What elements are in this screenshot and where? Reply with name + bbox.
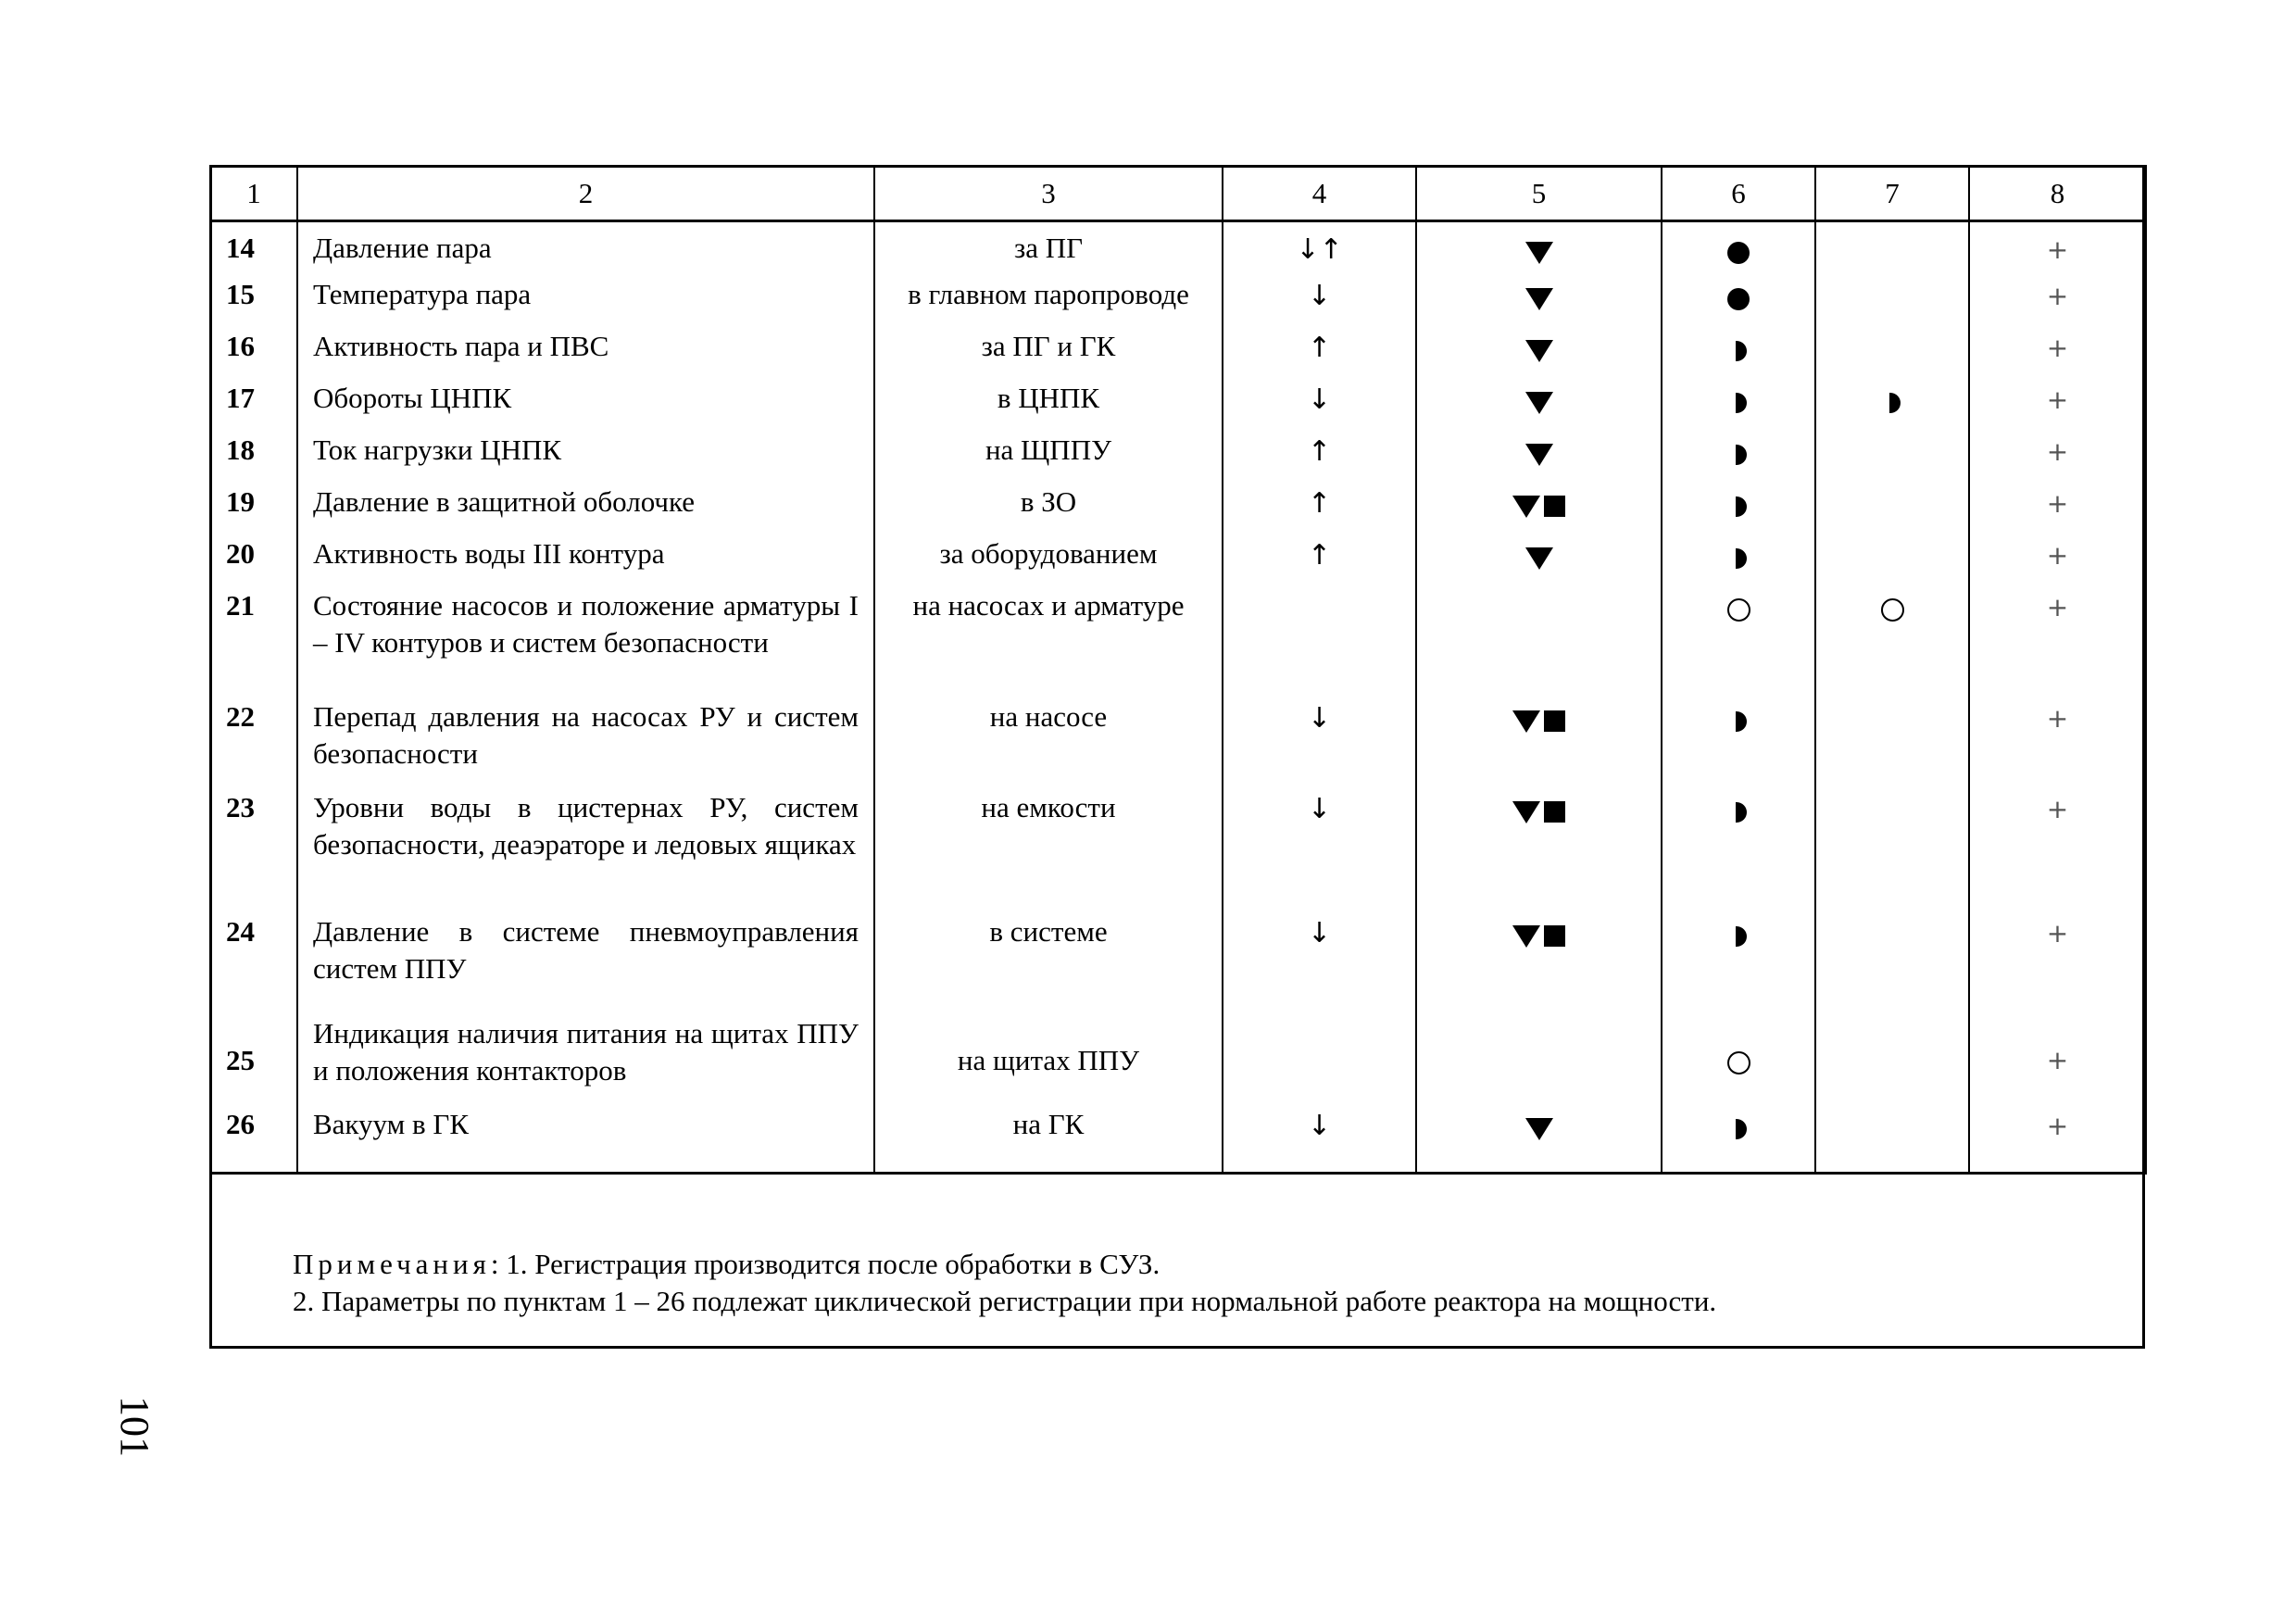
hollow-circle-icon <box>1881 598 1904 622</box>
parameter-name: Индикация наличия питания на щитах ППУ и положения контакторов <box>297 1015 874 1106</box>
row-number: 26 <box>210 1106 297 1174</box>
indication-cell-2 <box>1815 328 1969 380</box>
triangle-down-icon <box>1525 242 1553 264</box>
page-number: 101 <box>112 1396 157 1457</box>
row-number: 20 <box>210 535 297 587</box>
indication-cell <box>1662 221 1815 277</box>
trend-arrow-icon: ↑ <box>1223 535 1416 587</box>
measurement-place: на насосе <box>874 698 1223 789</box>
trend-arrow-icon <box>1223 587 1416 698</box>
registration-mark: + <box>1969 276 2146 328</box>
parameter-name: Обороты ЦНПК <box>297 380 874 432</box>
row-number: 25 <box>210 1015 297 1106</box>
row-number: 23 <box>210 789 297 913</box>
table-row <box>210 484 2146 535</box>
column-header: 1 <box>210 167 297 221</box>
indication-cell <box>1662 380 1815 432</box>
half-circle-icon <box>1736 393 1747 413</box>
indication-cell <box>1662 432 1815 484</box>
square-icon <box>1544 496 1565 517</box>
parameter-name: Ток нагрузки ЦНПК <box>297 432 874 484</box>
trend-arrow-icon: ↓ <box>1223 789 1416 913</box>
measurement-place: в ЗО <box>874 484 1223 535</box>
half-circle-icon <box>1736 1119 1747 1139</box>
notes <box>293 1246 2127 1320</box>
table-row <box>210 789 2146 913</box>
registration-mark: + <box>1969 432 2146 484</box>
table-row <box>210 1106 2146 1174</box>
parameter-name: Активность воды III контура <box>297 535 874 587</box>
table-row <box>210 328 2146 380</box>
trend-arrow-icon: ↓ <box>1223 380 1416 432</box>
signal-type-cell <box>1416 587 1662 698</box>
row-number: 19 <box>210 484 297 535</box>
registration-mark: + <box>1969 484 2146 535</box>
parameter-name: Давление в защитной оболочке <box>297 484 874 535</box>
registration-mark: + <box>1969 328 2146 380</box>
signal-type-cell <box>1416 1015 1662 1106</box>
parameter-name: Давление в системе пневмоуправления систем ППУ <box>297 913 874 1015</box>
indication-cell-2 <box>1815 535 1969 587</box>
trend-arrow-icon: ↓↑ <box>1223 221 1416 277</box>
registration-mark: + <box>1969 913 2146 1015</box>
measurement-place: на емкости <box>874 789 1223 913</box>
trend-arrow-icon: ↑ <box>1223 432 1416 484</box>
indication-cell <box>1662 276 1815 328</box>
measurement-place: в ЦНПК <box>874 380 1223 432</box>
indication-cell <box>1662 484 1815 535</box>
square-icon <box>1544 925 1565 947</box>
signal-type-cell <box>1416 432 1662 484</box>
signal-type-cell <box>1416 484 1662 535</box>
measurement-place: в системе <box>874 913 1223 1015</box>
table-row <box>210 276 2146 328</box>
column-header: 8 <box>1969 167 2146 221</box>
half-circle-icon <box>1736 926 1747 947</box>
measurement-place: на щитах ППУ <box>874 1015 1223 1106</box>
square-icon <box>1544 801 1565 823</box>
row-number: 24 <box>210 913 297 1015</box>
indication-cell-2 <box>1815 380 1969 432</box>
row-number: 21 <box>210 587 297 698</box>
signal-type-cell <box>1416 1106 1662 1174</box>
notes-line-1: Примечания: 1. Регистрация производится после обработки в СУЗ. <box>293 1248 1161 1280</box>
parameter-name: Активность пара и ПВС <box>297 328 874 380</box>
column-header: 5 <box>1416 167 1662 221</box>
signal-type-cell <box>1416 913 1662 1015</box>
filled-circle-icon <box>1727 242 1750 264</box>
signal-type-cell <box>1416 276 1662 328</box>
hollow-circle-icon <box>1727 598 1750 622</box>
trend-arrow-icon: ↑ <box>1223 484 1416 535</box>
registration-mark: + <box>1969 380 2146 432</box>
indication-cell <box>1662 1015 1815 1106</box>
indication-cell <box>1662 913 1815 1015</box>
half-circle-icon <box>1736 445 1747 465</box>
column-header: 2 <box>297 167 874 221</box>
signal-type-cell <box>1416 221 1662 277</box>
table-row <box>210 587 2146 698</box>
row-number: 22 <box>210 698 297 789</box>
signal-type-cell <box>1416 535 1662 587</box>
half-circle-icon <box>1736 802 1747 823</box>
trend-arrow-icon: ↑ <box>1223 328 1416 380</box>
filled-circle-icon <box>1727 288 1750 310</box>
registration-mark: + <box>1969 221 2146 277</box>
triangle-down-icon <box>1525 444 1553 466</box>
triangle-down-icon <box>1512 925 1540 948</box>
measurement-place: на ЩППУ <box>874 432 1223 484</box>
registration-mark: + <box>1969 698 2146 789</box>
signal-type-cell <box>1416 698 1662 789</box>
indication-cell <box>1662 789 1815 913</box>
indication-cell-2 <box>1815 276 1969 328</box>
indication-cell <box>1662 535 1815 587</box>
half-circle-icon <box>1889 393 1901 413</box>
parameter-name: Температура пара <box>297 276 874 328</box>
column-header: 6 <box>1662 167 1815 221</box>
parameter-name: Давление пара <box>297 221 874 277</box>
trend-arrow-icon: ↓ <box>1223 276 1416 328</box>
parameters-table <box>209 165 2147 1175</box>
parameter-name: Уровни воды в цистернах РУ, систем безопасности, деаэраторе и ледовых ящиках <box>297 789 874 913</box>
triangle-down-icon <box>1512 496 1540 518</box>
measurement-place: за ПГ <box>874 221 1223 277</box>
triangle-down-icon <box>1525 547 1553 570</box>
hollow-circle-icon <box>1727 1051 1750 1074</box>
indication-cell-2 <box>1815 1106 1969 1174</box>
table-row <box>210 535 2146 587</box>
column-header: 7 <box>1815 167 1969 221</box>
parameter-name: Перепад давления на насосах РУ и систем безопасности <box>297 698 874 789</box>
indication-cell-2 <box>1815 587 1969 698</box>
indication-cell <box>1662 698 1815 789</box>
triangle-down-icon <box>1525 1118 1553 1140</box>
registration-mark: + <box>1969 1015 2146 1106</box>
table-row <box>210 432 2146 484</box>
table-row <box>210 380 2146 432</box>
table-row <box>210 221 2146 277</box>
triangle-down-icon <box>1512 801 1540 823</box>
row-number: 14 <box>210 221 297 277</box>
notes-text-1: 1. Регистрация производится после обработки в СУЗ. <box>506 1248 1161 1280</box>
half-circle-icon <box>1736 711 1747 732</box>
row-number: 18 <box>210 432 297 484</box>
column-header: 4 <box>1223 167 1416 221</box>
triangle-down-icon <box>1512 710 1540 733</box>
parameter-name: Вакуум в ГК <box>297 1106 874 1174</box>
notes-line-2: 2. Параметры по пунктам 1 – 26 подлежат циклической регистрации при нормальной работе реактора на мощности. <box>293 1285 1717 1317</box>
row-number: 16 <box>210 328 297 380</box>
row-number: 17 <box>210 380 297 432</box>
row-number: 15 <box>210 276 297 328</box>
registration-mark: + <box>1969 587 2146 698</box>
signal-type-cell <box>1416 328 1662 380</box>
half-circle-icon <box>1736 496 1747 517</box>
indication-cell-2 <box>1815 913 1969 1015</box>
measurement-place: на насосах и арматуре <box>874 587 1223 698</box>
trend-arrow-icon <box>1223 1015 1416 1106</box>
indication-cell <box>1662 587 1815 698</box>
table-row <box>210 698 2146 789</box>
trend-arrow-icon: ↓ <box>1223 913 1416 1015</box>
column-header: 3 <box>874 167 1223 221</box>
indication-cell-2 <box>1815 484 1969 535</box>
signal-type-cell <box>1416 789 1662 913</box>
table-row <box>210 1015 2146 1106</box>
indication-cell-2 <box>1815 1015 1969 1106</box>
triangle-down-icon <box>1525 340 1553 362</box>
registration-mark: + <box>1969 789 2146 913</box>
indication-cell-2 <box>1815 698 1969 789</box>
measurement-place: в главном паропроводе <box>874 276 1223 328</box>
indication-cell-2 <box>1815 789 1969 913</box>
table-row <box>210 913 2146 1015</box>
indication-cell <box>1662 1106 1815 1174</box>
half-circle-icon <box>1736 341 1747 361</box>
trend-arrow-icon: ↓ <box>1223 698 1416 789</box>
measurement-place: на ГК <box>874 1106 1223 1174</box>
signal-type-cell <box>1416 380 1662 432</box>
registration-mark: + <box>1969 535 2146 587</box>
table-header-row <box>210 167 2146 221</box>
square-icon <box>1544 710 1565 732</box>
indication-cell <box>1662 328 1815 380</box>
trend-arrow-icon: ↓ <box>1223 1106 1416 1174</box>
parameter-name: Состояние насосов и положение арматуры I – IV контуров и систем безопасности <box>297 587 874 698</box>
measurement-place: за оборудованием <box>874 535 1223 587</box>
notes-label: Примечания <box>293 1248 491 1280</box>
triangle-down-icon <box>1525 288 1553 310</box>
half-circle-icon <box>1736 548 1747 569</box>
triangle-down-icon <box>1525 392 1553 414</box>
registration-mark: + <box>1969 1106 2146 1174</box>
measurement-place: за ПГ и ГК <box>874 328 1223 380</box>
indication-cell-2 <box>1815 432 1969 484</box>
indication-cell-2 <box>1815 221 1969 277</box>
